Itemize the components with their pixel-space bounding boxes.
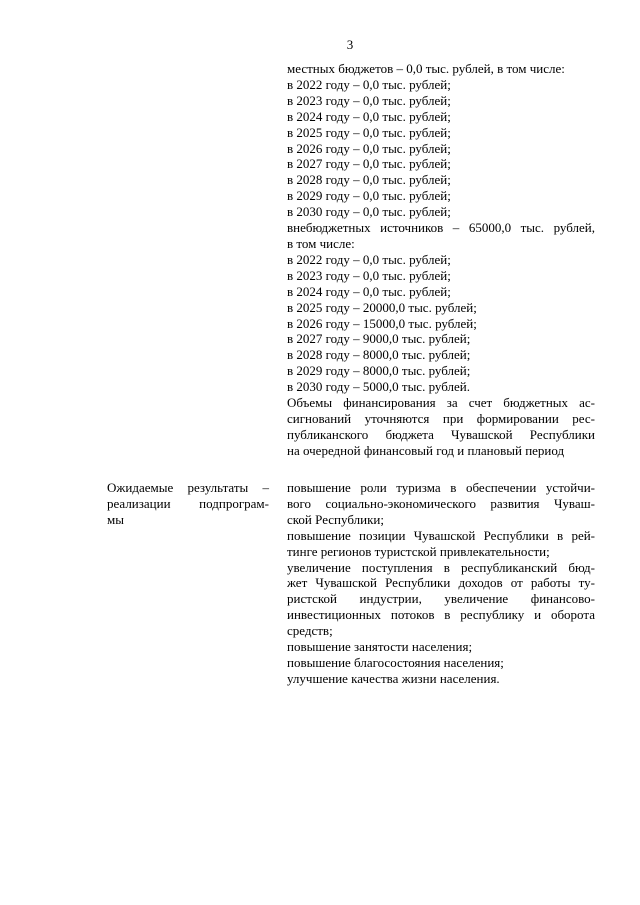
financing-note-line: публиканского бюджета Чувашской Республики	[287, 426, 595, 442]
extrabudget-year-line: в 2023 году – 0,0 тыс. рублей;	[287, 267, 451, 283]
local-year-line: в 2030 году – 0,0 тыс. рублей;	[287, 204, 451, 220]
financing-note-line: на очередной финансовый год и плановый период	[287, 442, 565, 458]
extrabudget-year-line: в 2027 году – 9000,0 тыс. рублей;	[287, 331, 471, 347]
results-label	[107, 480, 269, 528]
extrabudget-year-line: в 2026 году – 15000,0 тыс. рублей;	[287, 315, 477, 331]
results-line: инвестиционных потоков в республику и оборота	[287, 607, 595, 623]
extrabudget-year-line: в 2024 году – 0,0 тыс. рублей;	[287, 283, 451, 299]
financing-section	[287, 61, 595, 459]
extrabudget-line: внебюджетных источников – 65000,0 тыс. рублей,	[287, 220, 595, 236]
financing-note-line: Объемы финансирования за счет бюджетных ас-	[287, 395, 595, 411]
results-label-line: мы	[107, 511, 124, 527]
local-year-line: в 2022 году – 0,0 тыс. рублей;	[287, 76, 451, 92]
extrabudget-year-line: в 2025 году – 20000,0 тыс. рублей;	[287, 299, 477, 315]
results-label-line: Ожидаемые результаты –	[107, 480, 269, 495]
results-line: повышение занятости населения;	[287, 639, 473, 655]
results-line: средств;	[287, 623, 333, 639]
extrabudget-year-line: в 2022 году – 0,0 тыс. рублей;	[287, 251, 451, 267]
local-budgets-line: местных бюджетов – 0,0 тыс. рублей, в том числе:	[287, 61, 565, 76]
extrabudget-line: в том числе:	[287, 235, 355, 251]
results-line: ской Республики;	[287, 511, 384, 527]
extrabudget-year-line: в 2029 году – 8000,0 тыс. рублей;	[287, 363, 471, 379]
local-year-line: в 2023 году – 0,0 тыс. рублей;	[287, 92, 451, 108]
results-line: тинге регионов туристской привлекательности;	[287, 543, 550, 559]
extrabudget-year-line: в 2028 году – 8000,0 тыс. рублей;	[287, 347, 471, 363]
results-line: увеличение поступления в республиканский бюд-	[287, 559, 595, 575]
local-year-line: в 2027 году – 0,0 тыс. рублей;	[287, 156, 451, 172]
extrabudget-year-line: в 2030 году – 5000,0 тыс. рублей.	[287, 379, 470, 395]
local-year-line: в 2028 году – 0,0 тыс. рублей;	[287, 172, 451, 188]
results-line: повышение роли туризма в обеспечении устойчи-	[287, 480, 595, 495]
results-line: ристской индустрии, увеличение финансово-	[287, 591, 595, 607]
page-number: 3	[346, 37, 354, 52]
financing-note-line: сигнований уточняются при формировании рес-	[287, 410, 595, 426]
results-line: вого социально-экономического развития Чуваш-	[287, 495, 595, 511]
results-line: жет Чувашской Республики доходов от работы ту-	[287, 575, 595, 591]
results-line: повышение позиции Чувашской Республики в рей-	[287, 527, 595, 543]
results-section	[287, 480, 595, 687]
local-year-line: в 2029 году – 0,0 тыс. рублей;	[287, 188, 451, 204]
local-year-line: в 2026 году – 0,0 тыс. рублей;	[287, 140, 451, 156]
local-year-line: в 2024 году – 0,0 тыс. рублей;	[287, 108, 451, 124]
local-year-line: в 2025 году – 0,0 тыс. рублей;	[287, 124, 451, 140]
results-label-line: реализации подпрограм-	[107, 495, 269, 511]
results-line: повышение благосостояния населения;	[287, 654, 504, 670]
results-line: улучшение качества жизни населения.	[287, 670, 500, 686]
